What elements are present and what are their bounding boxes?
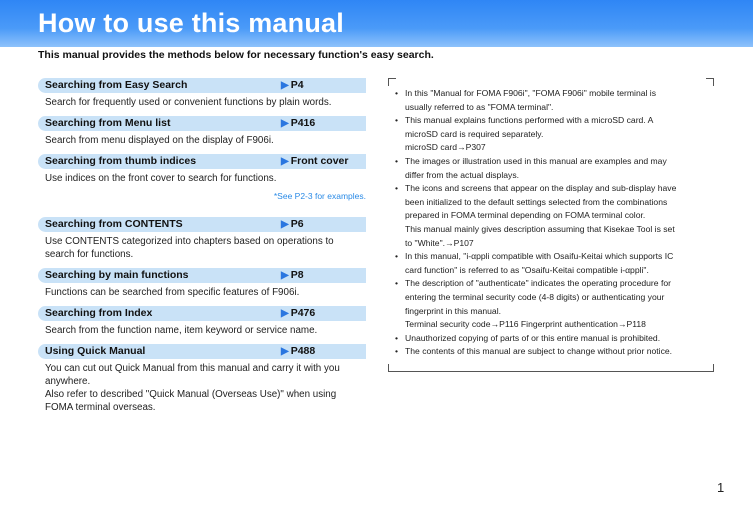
triangle-arrow-icon: ▶ <box>281 308 289 319</box>
description-line: Use CONTENTS categorized into chapters based on operations to <box>45 236 334 247</box>
section-header <box>38 154 366 169</box>
page-reference-text: P4 <box>290 79 304 91</box>
description-line: search for functions. <box>45 249 134 260</box>
note-line: prepared in FOMA terminal depending on FOMA terminal color. <box>405 210 646 221</box>
bracket-corner <box>706 78 714 86</box>
note-line: differ from the actual displays. <box>405 169 520 180</box>
section-description <box>38 235 366 261</box>
note-line: This manual mainly gives description assuming that Kisekae Tool is set <box>405 223 675 234</box>
section-description <box>38 172 366 185</box>
section-title: Searching from CONTENTS <box>45 218 183 230</box>
page-reference-link[interactable] <box>281 344 315 359</box>
description-line: Search for frequently used or convenient functions by plain words. <box>45 97 332 108</box>
bullet-icon: • <box>395 332 399 343</box>
note-line: card function" is referred to as "Osaifu-Keitai compatible i-αppli". <box>405 264 649 275</box>
description-line: FOMA terminal overseas. <box>45 402 156 413</box>
bullet-icon: • <box>395 155 399 166</box>
section-description <box>38 286 366 299</box>
note-item <box>395 114 707 155</box>
section-header <box>38 344 366 359</box>
section-searching-from-index <box>38 306 366 337</box>
section-searching-from-menu-list <box>38 116 366 147</box>
page-title: How to use this manual <box>38 8 344 38</box>
note-line: In this "Manual for FOMA F906i", "FOMA F906i" mobile terminal is <box>405 88 657 98</box>
section-header <box>38 306 366 321</box>
description-line: Search from the function name, item keyword or service name. <box>45 325 318 336</box>
title-banner <box>0 0 753 47</box>
page-reference-link[interactable] <box>281 268 304 283</box>
note-line: The icons and screens that appear on the display and sub-display have <box>405 183 677 194</box>
description-line: Use indices on the front cover to search for functions. <box>45 173 277 184</box>
page-reference-text: P476 <box>290 307 316 319</box>
page-reference-link[interactable] <box>281 154 348 169</box>
page-reference-link[interactable] <box>281 217 304 232</box>
section-searching-from-easy-search <box>38 78 366 109</box>
bullet-icon: • <box>395 346 399 357</box>
note-line: microSD card is required separately. <box>405 128 544 139</box>
note-item <box>395 155 707 182</box>
page-reference-text: P488 <box>290 345 316 357</box>
page-reference-link[interactable] <box>281 116 315 131</box>
bullet-icon: • <box>395 251 399 262</box>
note-line: Terminal security code→P116 Fingerprint authentication→P118 <box>405 319 646 330</box>
description-line: Also refer to described "Quick Manual (Overseas Use)" when using <box>45 389 337 400</box>
description-line: anywhere. <box>45 376 91 387</box>
page-reference-link[interactable] <box>281 78 304 93</box>
notes-list <box>395 87 707 359</box>
note-item <box>395 250 707 277</box>
divider <box>388 371 714 372</box>
bullet-icon: • <box>395 88 399 98</box>
page-subtitle: This manual provides the methods below for necessary function's easy search. <box>38 49 434 61</box>
section-title: Searching from Index <box>45 307 153 319</box>
see-examples-note: *See P2-3 for examples. <box>273 191 366 201</box>
page-reference-link[interactable] <box>281 306 315 321</box>
note-line: The contents of this manual are subject to change without prior notice. <box>405 346 673 357</box>
page-reference-text: P416 <box>290 117 316 129</box>
page-reference-text: P6 <box>290 218 304 230</box>
section-searching-from-thumb-indices <box>38 154 366 201</box>
page-number: 1 <box>717 480 725 495</box>
note-line: The images or illustration used in this manual are examples and may <box>405 155 667 166</box>
page-reference-text: P8 <box>290 269 304 281</box>
page-reference-text: Front cover <box>290 155 349 167</box>
note-line: microSD card→P307 <box>405 142 486 153</box>
note-item <box>395 332 707 346</box>
section-searching-by-main-functions <box>38 268 366 299</box>
section-header <box>38 116 366 131</box>
section-using-quick-manual <box>38 344 366 414</box>
note-line: fingerprint in this manual. <box>405 305 502 316</box>
notes-box <box>388 78 714 372</box>
description-line: Functions can be searched from specific features of F906i. <box>45 287 300 298</box>
section-description <box>38 96 366 109</box>
bullet-icon: • <box>395 183 399 194</box>
section-title: Searching from Easy Search <box>45 79 188 91</box>
bracket-corner <box>388 78 396 86</box>
note-line: Unauthorized copying of parts of or this entire manual is prohibited. <box>405 332 661 343</box>
section-searching-from-contents <box>38 217 366 261</box>
note-line: In this manual, "i-αppli compatible with Osaifu-Keitai which supports IC <box>405 251 674 262</box>
triangle-arrow-icon: ▶ <box>281 219 289 230</box>
bullet-icon: • <box>395 115 399 126</box>
note-item <box>395 345 707 359</box>
note-line: been initialized to the default settings selected from the combinations <box>405 196 668 207</box>
section-header <box>38 78 366 93</box>
section-title: Searching from Menu list <box>45 117 171 129</box>
note-line: The description of "authenticate" indicates the operating procedure for <box>405 278 671 289</box>
section-title: Searching by main functions <box>45 269 189 281</box>
bullet-icon: • <box>395 278 399 289</box>
description-line: You can cut out Quick Manual from this manual and carry it with you <box>45 363 340 374</box>
description-line: Search from menu displayed on the display of F906i. <box>45 135 274 146</box>
section-title: Searching from thumb indices <box>45 155 197 167</box>
section-title: Using Quick Manual <box>45 345 146 357</box>
section-header <box>38 217 366 232</box>
triangle-arrow-icon: ▶ <box>281 346 289 357</box>
note-line: to "White".→P107 <box>405 237 474 248</box>
note-item <box>395 182 707 250</box>
triangle-arrow-icon: ▶ <box>281 270 289 281</box>
note-line: usually referred to as "FOMA terminal". <box>405 101 554 112</box>
note-line: entering the terminal security code (4-8 digits) or authenticating your <box>405 291 665 302</box>
triangle-arrow-icon: ▶ <box>281 156 289 167</box>
section-header <box>38 268 366 283</box>
note-item <box>395 277 707 331</box>
search-methods-list <box>38 78 366 414</box>
section-description <box>38 324 366 337</box>
triangle-arrow-icon: ▶ <box>281 80 289 91</box>
section-description <box>38 362 366 414</box>
note-line: This manual explains functions performed with a microSD card. A <box>405 115 654 126</box>
triangle-arrow-icon: ▶ <box>281 118 289 129</box>
section-description <box>38 134 366 147</box>
note-item <box>395 87 707 114</box>
